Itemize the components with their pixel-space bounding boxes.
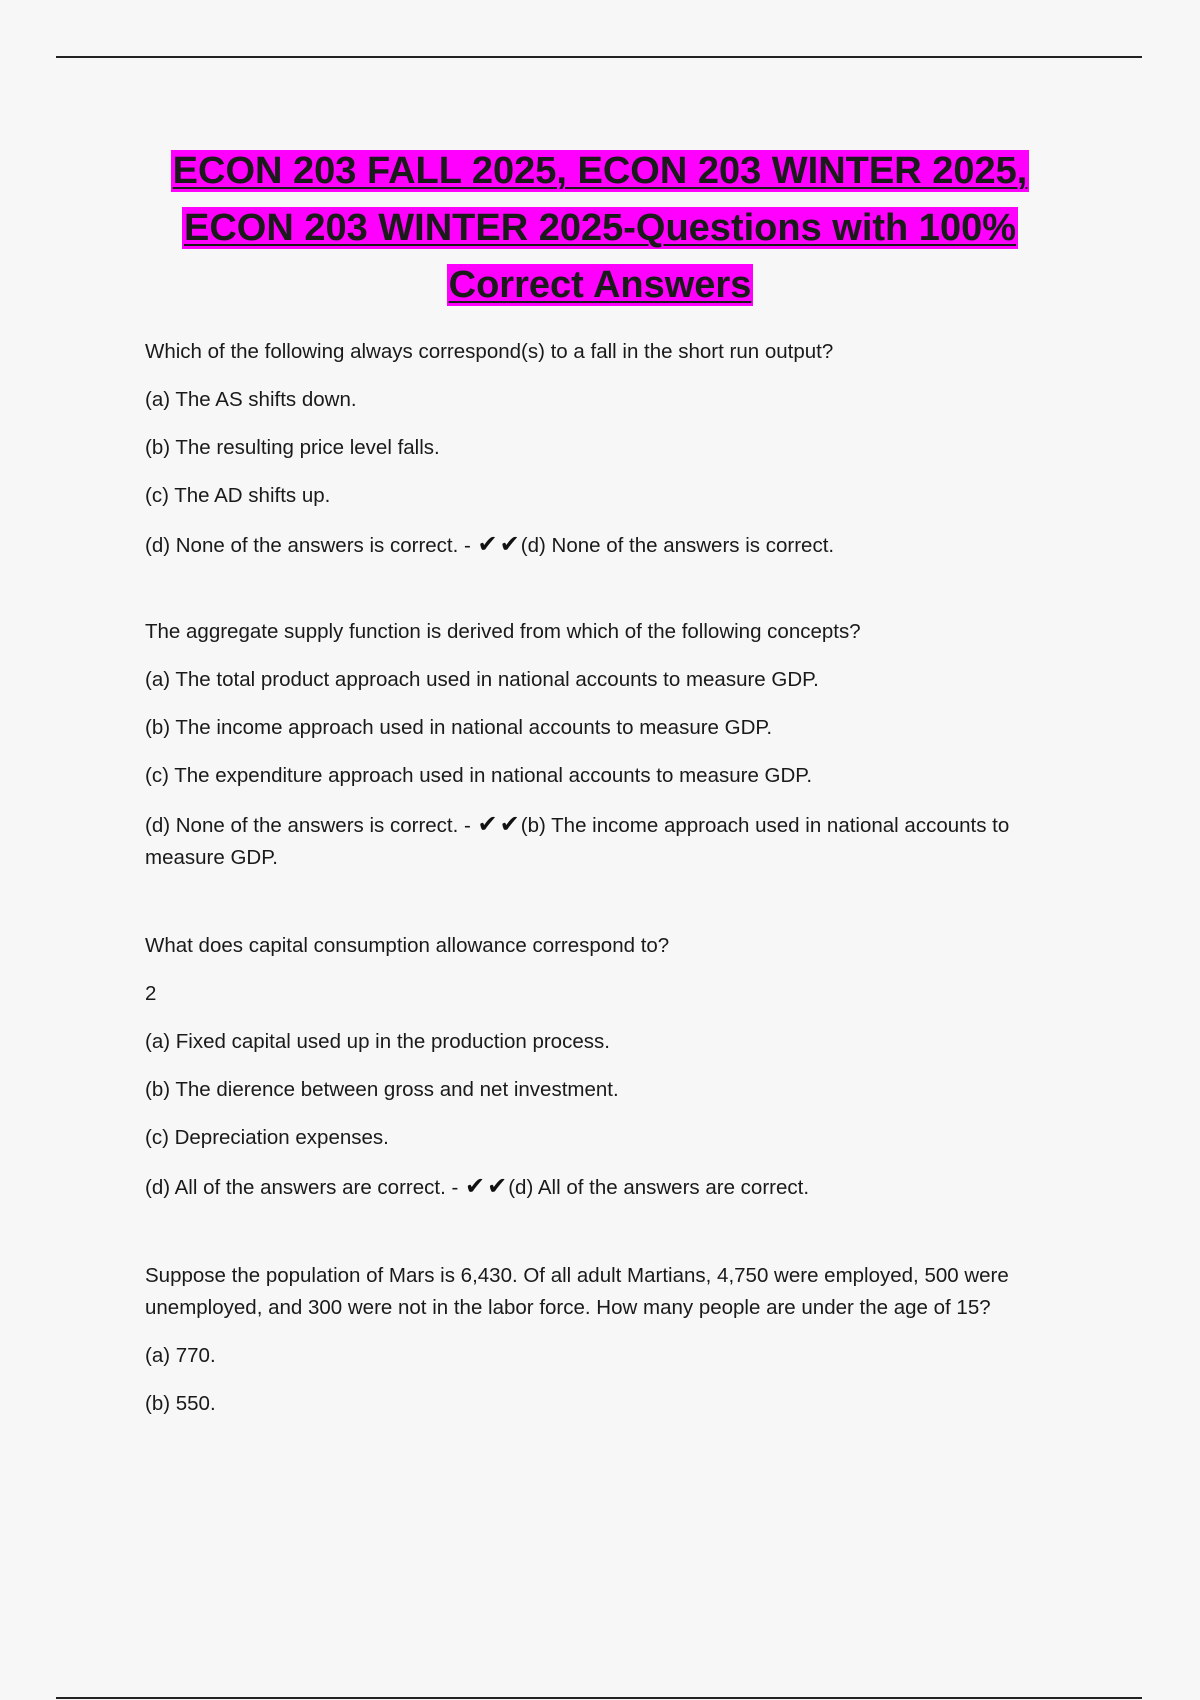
option-c: (c) Depreciation expenses. [145,1126,389,1149]
title-line-3: Correct Answers [448,264,752,306]
bottom-rule [56,1697,1142,1699]
option-a: (a) 770. [145,1344,216,1367]
question-text: Suppose the population of Mars is 6,430. Of all adult Martians, 4,750 were employed, 500 were unemployed, and 300 were not in the labor force. How many people are under the age of 15? [145,1264,1009,1319]
question-2 [145,616,1090,874]
option-d-with-answer [145,1170,1090,1204]
option-b: (b) The income approach used in national accounts to measure GDP. [145,716,773,739]
check-icon: ✔ [487,1172,508,1200]
correct-answer: (b) The income approach used in national accounts to measure GDP. [145,814,1010,869]
question-text: The aggregate supply function is derived from which of the following concepts? [145,620,861,643]
option-c: (c) The expenditure approach used in national accounts to measure GDP. [145,764,813,787]
questions-list [145,336,1090,1468]
option-b: (b) The dierence between gross and net investment. [145,1078,619,1101]
question-4 [145,1260,1090,1420]
check-icon: ✔ [477,810,498,838]
option-c: (c) The AD shifts up. [145,484,331,507]
option-d: (d) None of the answers is correct. - [145,814,471,837]
option-a: (a) The AS shifts down. [145,388,357,411]
document-title [100,143,1100,314]
check-icon: ✔ [465,1172,486,1200]
question-3 [145,930,1090,1204]
option-a: (a) The total product approach used in national accounts to measure GDP. [145,668,819,691]
check-icon: ✔ [499,810,520,838]
option-d: (d) All of the answers are correct. - [145,1176,459,1199]
option-d-with-answer [145,808,1090,874]
correct-answer: (d) All of the answers are correct. [508,1176,810,1199]
top-rule [56,56,1142,58]
question-text: Which of the following always correspond(s) to a fall in the short run output? [145,340,834,363]
option-a: (a) Fixed capital used up in the production process. [145,1030,610,1053]
title-line-1: ECON 203 FALL 2025, ECON 203 WINTER 2025, [172,150,1028,192]
option-b: (b) The resulting price level falls. [145,436,440,459]
check-icon: ✔ [499,530,520,558]
option-d-with-answer [145,528,1090,562]
check-icon: ✔ [477,530,498,558]
page-number-note: 2 [145,982,157,1005]
option-d: (d) None of the answers is correct. - [145,534,471,557]
correct-answer: (d) None of the answers is correct. [520,534,835,557]
title-line-2: ECON 203 WINTER 2025-Questions with 100% [183,207,1016,249]
option-b: (b) 550. [145,1392,216,1415]
question-text: What does capital consumption allowance correspond to? [145,934,670,957]
question-1 [145,336,1090,562]
